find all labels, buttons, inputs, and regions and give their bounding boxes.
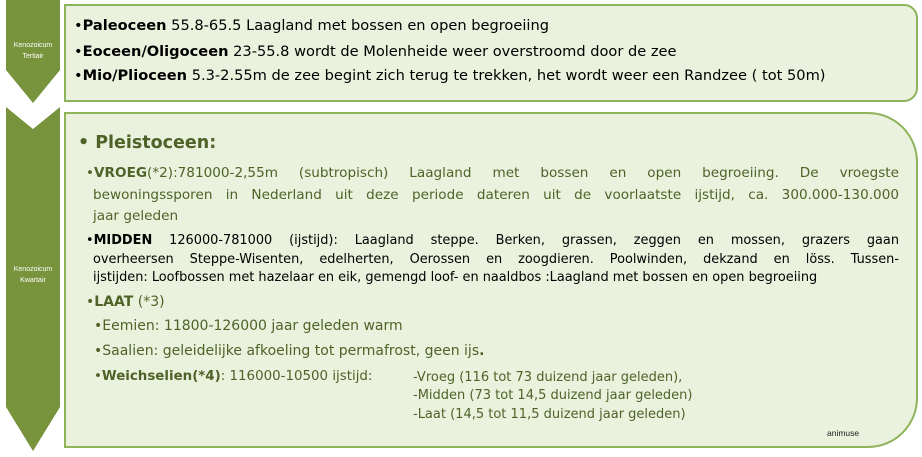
- vroeg-line2: bewoningssporen in Nederland uit deze periode dateren uit de voorlaatste ijstijd, ca. 300.000-130.000: [93, 187, 899, 203]
- vroeg-name: VROEG: [94, 165, 148, 181]
- midden-line1: •MIDDEN 126000-781000 (ijstijd): Laagland steppe. Berken, grassen, zeggen en mossen, grazers gaan: [86, 233, 899, 248]
- vroeg-line1: •VROEG(*2):781000-2,55m (subtropisch) Laagland met bossen en open begroeiing. De vroegste: [86, 165, 899, 181]
- pleistoceen-title: • Pleistoceen:: [78, 133, 217, 153]
- eoceen-name: Eoceen/Oligoceen: [82, 43, 229, 60]
- weichselien-sub-midden: -Midden (73 tot 14,5 duizend jaar geleden): [413, 388, 693, 403]
- eoceen-row: •Eoceen/Oligoceen 23-55.8 wordt de Molenheide weer overstroomd door de zee: [74, 43, 677, 60]
- kwartair-label: Kenozoicum Kwartair: [13, 266, 53, 284]
- midden-line3: ijstijden: Loofbossen met hazelaar en eik, gemengd loof- en naaldbos :Laagland met bossen en open begroeiing: [93, 270, 818, 285]
- midden-line2: overheersen Steppe-Wisenten, edelherten, Oerossen en zoogdieren. Poolwinden, dekzand en löss. Tussen-: [93, 252, 899, 267]
- weichselien-sub-vroeg: -Vroeg (116 tot 73 duizend jaar geleden),: [413, 370, 683, 385]
- paleoceen-name: Paleoceen: [82, 17, 167, 34]
- laat-name: LAAT: [94, 294, 134, 310]
- mioceen-row: •Mio/Plioceen 5.3-2.55m de zee begint zich terug te trekken, het wordt weer een Randzee ( tot 50m): [74, 67, 826, 84]
- midden-name: MIDDEN: [93, 233, 153, 248]
- weichselien-row: •Weichselien(*4): 116000-10500 ijstijd:: [94, 369, 373, 384]
- eemien-row: •Eemien: 11800-126000 jaar geleden warm: [94, 318, 403, 334]
- credit-text: animuse: [827, 428, 860, 438]
- tertiair-label: Kenozoicum Tertiair: [13, 42, 53, 60]
- laat-row: •LAAT (*3): [86, 294, 165, 310]
- weichselien-name: Weichselien(*4): [101, 369, 221, 384]
- paleoceen-row: •Paleoceen 55.8-65.5 Laagland met bossen en open begroeiing: [74, 17, 549, 34]
- weichselien-sub-laat: -Laat (14,5 tot 11,5 duizend jaar geleden): [413, 407, 686, 422]
- saalien-row: •Saalien: geleidelijke afkoeling tot permafrost, geen ijs.: [94, 343, 485, 359]
- vroeg-line3: jaar geleden: [93, 208, 179, 224]
- mioceen-name: Mio/Plioceen: [82, 67, 188, 84]
